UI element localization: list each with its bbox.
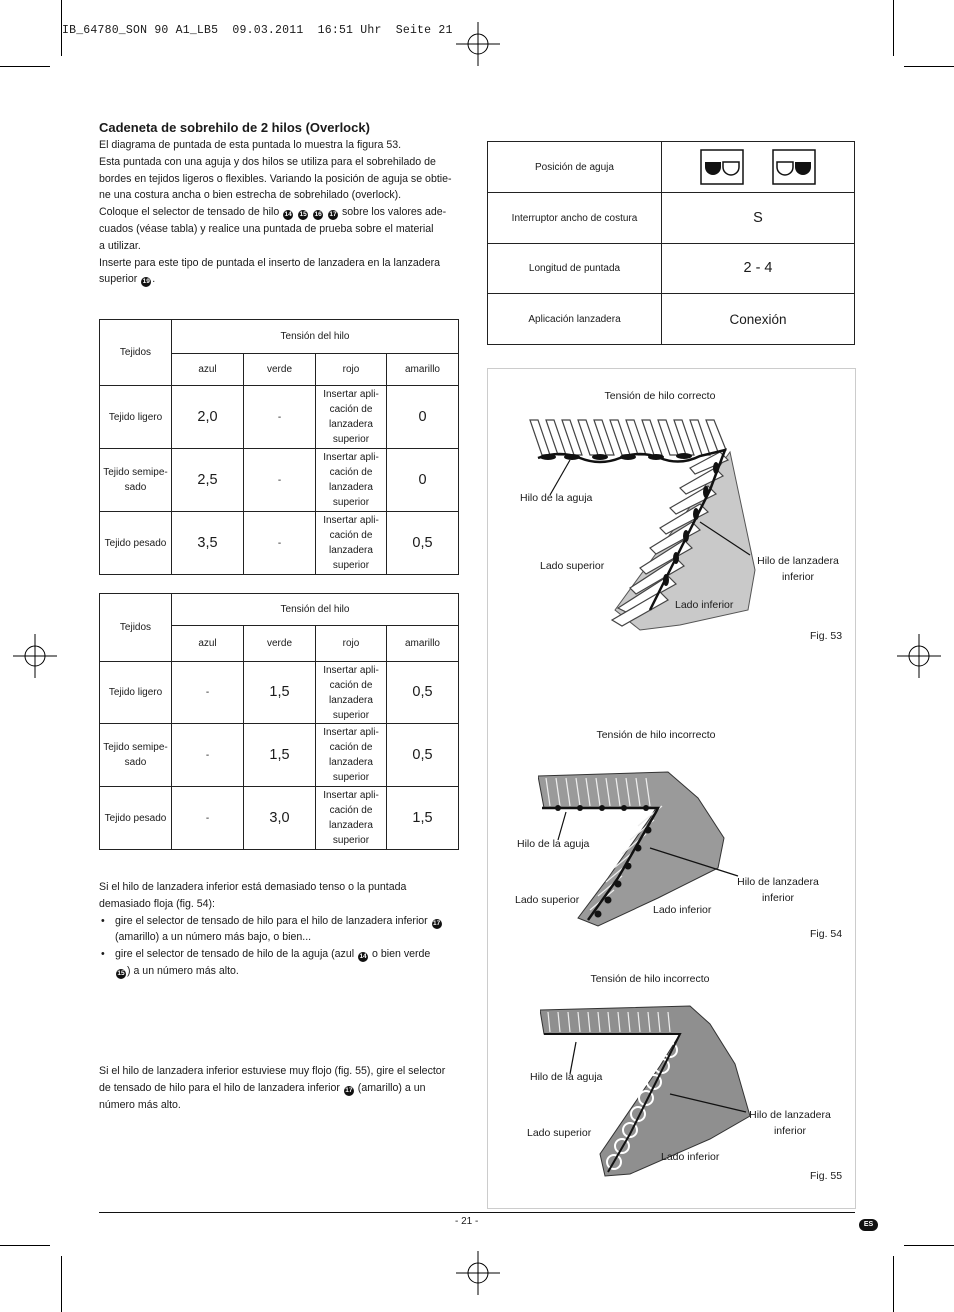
blue-value: 2,0: [172, 386, 244, 449]
upper-looper-19-icon: 19: [142, 278, 150, 286]
fig54-title: Tensión de hilo incorrecto: [596, 729, 716, 741]
blue-value: 2,5: [172, 449, 244, 512]
fig54-upper-side: Lado superior: [515, 894, 580, 906]
red-value: Insertar apli- cación de lanzadera superior: [316, 787, 387, 850]
fabric-cell: Tejido ligero: [100, 386, 172, 449]
language-badge: ES: [859, 1219, 878, 1231]
fabrics-header: Tejidos: [100, 594, 172, 662]
needle-position-left-icon: [700, 149, 744, 185]
settings-table: [487, 141, 855, 345]
fig53-needle-thread: Hilo de la aguja: [520, 492, 593, 504]
green-value: -: [244, 386, 316, 449]
blue-value: 3,5: [172, 512, 244, 575]
print-slug: IB_64780_SON 90 A1_LB5 09.03.2011 16:51 Uhr Seite 21: [62, 24, 453, 37]
stitch-loose-illustration: [540, 1004, 765, 1179]
fig53-caption: Fig. 53: [810, 630, 843, 642]
needle-position-right-icon: [772, 149, 816, 185]
stitch-length-value: 2 - 4: [662, 244, 855, 294]
table-row: [100, 724, 459, 787]
fabrics-header: Tejidos: [100, 320, 172, 386]
table-row: [100, 787, 459, 850]
yellow-header: amarillo: [387, 626, 459, 662]
red-value: Insertar apli- cación de lanzadera superior: [316, 386, 387, 449]
registration-mark-top: [456, 22, 500, 66]
loose-bobbin-instructions: Si el hilo de lanzadera inferior estuviese muy flojo (fig. 55), gire el selector de tensado de hilo para el hilo de lanzadera inferior 17 (amarillo) a un número más alto.: [99, 1065, 446, 1111]
fig54-caption: Fig. 54: [810, 928, 843, 940]
fig55-lower-side: Lado inferior: [661, 1151, 720, 1163]
tense-bobbin-instructions: Si el hilo de lanzadera inferior está demasiado tenso o la puntada demasiado floja (fig. 54): • gire el selector de tensado de hilo para el hilo de lanzadera inferior 17 (amarillo) a un número más bajo, o bien... • gire el selector de tensado de hilo de la aguja (azul 14 o bien verde 15 ) a un número más alto.: [99, 879, 469, 980]
green-value: 3,0: [244, 787, 316, 850]
section-heading: Cadeneta de sobrehilo de 2 hilos (Overlock): [99, 120, 370, 135]
stitch-length-label: Longitud de puntada: [488, 244, 662, 294]
page-number: - 21 -: [455, 1216, 479, 1227]
thread-tension-15-icon: 15: [117, 969, 125, 977]
fig53-title: Tensión de hilo correcto: [604, 390, 716, 402]
green-value: 1,5: [244, 724, 316, 787]
fabric-cell: Tejido ligero: [100, 662, 172, 724]
table-row: [100, 512, 459, 575]
thread-tension-17-icon: 17: [345, 1086, 353, 1094]
tension-table-2: [99, 593, 459, 850]
yellow-value: 0,5: [387, 512, 459, 575]
red-header: rojo: [316, 626, 387, 662]
green-header: verde: [244, 354, 316, 386]
registration-mark-left: [13, 634, 57, 678]
thread-tension-17-icon: 17: [433, 919, 441, 927]
fabric-cell: Tejido pesado: [100, 512, 172, 575]
registration-mark-bottom: [456, 1251, 500, 1295]
blue-value: -: [172, 787, 244, 850]
fabric-cell: Tejido pesado: [100, 787, 172, 850]
green-value: -: [244, 449, 316, 512]
thread-tension-17-icon: 17: [329, 211, 337, 219]
table-row: [100, 662, 459, 724]
red-value: Insertar apli- cación de lanzadera superior: [316, 724, 387, 787]
thread-tension-header: Tensión del hilo: [172, 320, 459, 354]
seam-width-switch-value: S: [662, 193, 855, 244]
needle-position-icons: [662, 142, 855, 193]
red-value: Insertar apli- cación de lanzadera superior: [316, 449, 387, 512]
yellow-header: amarillo: [387, 354, 459, 386]
footer-rule: [99, 1212, 855, 1213]
fig55-caption: Fig. 55: [810, 1170, 843, 1182]
fig53-lower-side: Lado inferior: [675, 599, 734, 611]
fabric-cell: Tejido semipe- sado: [100, 449, 172, 512]
table-row: [100, 449, 459, 512]
green-value: 1,5: [244, 662, 316, 724]
green-value: -: [244, 512, 316, 575]
intro-paragraph: El diagrama de puntada de esta puntada lo muestra la figura 53. Esta puntada con una aguja y dos hilos se utiliza para el sobrehilado de bordes en tejidos ligeros o flexibles. Variando la posición de aguja se obtie- ne una costura ancha o bien estrecha de sobrehilado (overlock). Coloque el selector de tensado de hilo 14 15 16 17 sobre los valores ade- cuados (véase tabla) y realice una puntada de prueba sobre el material a utilizar. Inserte para este tipo de puntada el inserto de lanzadera en la lanzadera superior 19 .: [99, 139, 452, 286]
fig55-needle-thread: Hilo de la aguja: [530, 1071, 603, 1083]
blue-value: -: [172, 662, 244, 724]
red-value: Insertar apli- cación de lanzadera superior: [316, 662, 387, 724]
yellow-value: 0: [387, 449, 459, 512]
green-header: verde: [244, 626, 316, 662]
thread-tension-14-icon: 14: [359, 953, 367, 961]
looper-application-label: Aplicación lanzadera: [488, 294, 662, 345]
blue-header: azul: [172, 626, 244, 662]
seam-width-switch-label: Interruptor ancho de costura: [488, 193, 662, 244]
yellow-value: 1,5: [387, 787, 459, 850]
fabric-cell: Tejido semipe- sado: [100, 724, 172, 787]
thread-tension-header: Tensión del hilo: [172, 594, 459, 626]
fig55-bobbin-thread: Hilo de lanzadera inferior: [749, 1109, 831, 1137]
red-value: Insertar apli- cación de lanzadera superior: [316, 512, 387, 575]
yellow-value: 0,5: [387, 724, 459, 787]
red-header: rojo: [316, 354, 387, 386]
looper-application-value: Conexión: [662, 294, 855, 345]
blue-header: azul: [172, 354, 244, 386]
fig53-upper-side: Lado superior: [540, 560, 605, 572]
fig54-needle-thread: Hilo de la aguja: [517, 838, 590, 850]
tension-table-1: [99, 319, 459, 575]
fig54-bobbin-thread: Hilo de lanzadera inferior: [737, 876, 819, 904]
thread-tension-15-icon: 15: [299, 211, 307, 219]
thread-tension-14-icon: 14: [284, 211, 292, 219]
yellow-value: 0,5: [387, 662, 459, 724]
table-row: [100, 386, 459, 449]
yellow-value: 0: [387, 386, 459, 449]
needle-position-label: Posición de aguja: [488, 142, 662, 193]
blue-value: -: [172, 724, 244, 787]
registration-mark-right: [897, 634, 941, 678]
fig53-bobbin-thread: Hilo de lanzadera inferior: [757, 555, 839, 583]
fig55-title: Tensión de hilo incorrecto: [590, 973, 710, 985]
fig54-lower-side: Lado inferior: [653, 904, 712, 916]
fig55-upper-side: Lado superior: [527, 1127, 592, 1139]
thread-tension-16-icon: 16: [314, 211, 322, 219]
